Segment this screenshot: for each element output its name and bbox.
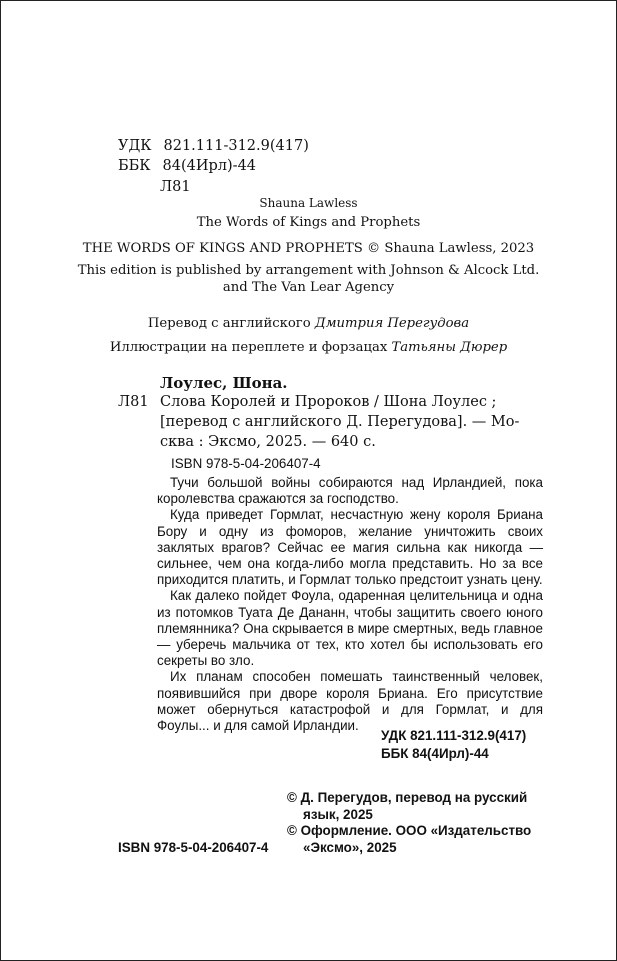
- bibliography-author-heading: Лоулес, Шона.: [160, 374, 288, 392]
- bottom-bbk: ББК 84(4Ирл)-44: [381, 746, 489, 761]
- original-author: Shauna Lawless: [259, 196, 358, 210]
- author-mark: Л81: [160, 179, 191, 195]
- original-title: The Words of Kings and Prophets: [196, 215, 421, 230]
- bibliography-mark: Л81: [118, 394, 149, 410]
- bbk-label: ББК: [118, 158, 151, 174]
- translator-name: Дмитрия Перегудова: [314, 316, 470, 331]
- illustration-credit: [0, 338, 617, 358]
- bibliography-line-2: [перевод с английского Д. Перегудова]. — Мо-: [160, 414, 520, 430]
- edition-line-2: and The Van Lear Agency: [222, 280, 395, 295]
- copyright-translation-line-1: © Д. Перегудов, перевод на русский: [287, 790, 528, 805]
- translation-credit: [0, 314, 617, 334]
- edition-line-1: This edition is published by arrangement with Johnson & Alcock Ltd.: [77, 263, 540, 278]
- annotation: [157, 475, 543, 734]
- bbk-value: 84(4Ирл)-44: [162, 158, 257, 174]
- udk-value: 821.111-312.9(417): [163, 138, 309, 154]
- annotation-paragraph: Куда приведет Гормлат, несчастную жену короля Бриана Бору и одну из фоморов, желание уничтожить своих заклятых врагов? Сейчас ее магия сильна как никогда — сильнее, чем она когда-либо могла представить. Но за все приходится платить, и Гормлат только предстоит узнать цену.: [157, 507, 543, 588]
- illustration-prefix: Иллюстрации на переплете и форзацах: [109, 340, 392, 355]
- copyright-design-line-1: © Оформление. ООО «Издательство: [287, 823, 532, 838]
- bbk-line: [118, 156, 256, 176]
- bottom-udk: УДК 821.111-312.9(417): [381, 728, 527, 743]
- annotation-paragraph: Их планам способен помешать таинственный человек, появившийся при дворе короля Бриана. Его присутствие может обернуться катастрофой и для Гормлат, и для Фоулы... и для самой Ирландии.: [157, 669, 543, 734]
- copyright-translation-line-2: язык, 2025: [303, 807, 373, 822]
- bibliography-isbn: ISBN 978-5-04-206407-4: [171, 456, 321, 471]
- original-copyright: THE WORDS OF KINGS AND PROPHETS © Shauna Lawless, 2023: [82, 241, 535, 256]
- footer-isbn: ISBN 978-5-04-206407-4: [118, 840, 269, 855]
- copyright-design-line-2: «Эксмо», 2025: [303, 840, 397, 855]
- annotation-paragraph: Как далеко пойдет Фоула, одаренная целительница и одна из потомков Туата Де Дананн, чтобы защитить своего юного племянника? Она скрывается в мире смертных, ведь главное — уберечь мальчика от тех, кто хотел бы использовать его секреты во зло.: [157, 588, 543, 669]
- bibliography-line-1: Слова Королей и Пророков / Шона Лоулес ;: [160, 394, 497, 410]
- illustrator-name: Татьяны Дюрер: [391, 340, 508, 355]
- udk-line: [118, 136, 309, 156]
- udk-label: УДК: [118, 138, 152, 154]
- translation-prefix: Перевод с английского: [147, 316, 315, 331]
- annotation-paragraph: Тучи большой войны собираются над Ирландией, пока королевства сражаются за господство.: [157, 475, 543, 507]
- bibliography-line-3: сква : Эксмо, 2025. — 640 с.: [160, 434, 376, 450]
